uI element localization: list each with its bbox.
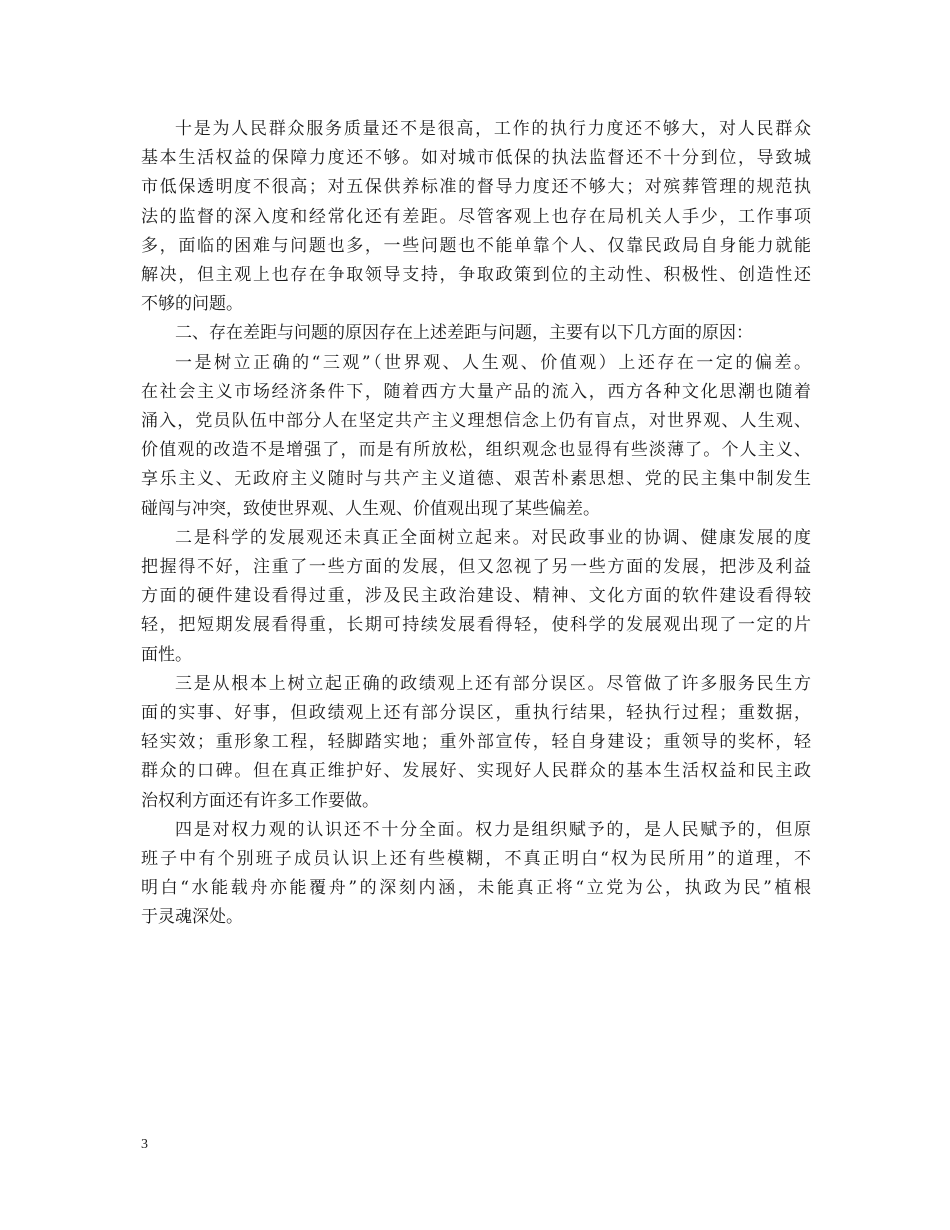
- text-line: 享乐主义、无政府主义随时与共产主义道德、艰苦朴素思想、党的民主集中制发生: [141, 469, 811, 490]
- text-line: 群众的口碑。但在真正维护好、发展好、实现好人民群众的基本生活权益和民主政: [141, 761, 811, 782]
- text-line: 不够的问题。: [141, 294, 243, 315]
- text-line: 法的监督的深入度和经常化还有差距。尽管客观上也存在局机关人手少，工作事项: [141, 206, 811, 227]
- text-line: 在社会主义市场经济条件下，随着西方大量产品的流入，西方各种文化思潮也随着: [141, 381, 811, 402]
- paragraph-service-quality: [141, 115, 811, 319]
- text-line: 轻实效；重形象工程，轻脚踏实地；重外部宣传，轻自身建设；重领导的奖杯，轻: [141, 732, 811, 753]
- text-line: 涌入，党员队伍中部分人在坚定共产主义理想信念上仍有盲点，对世界观、人生观、: [141, 411, 811, 432]
- text-line: 十是为人民群众服务质量还不是很高，工作的执行力度还不够大，对人民群众: [175, 119, 811, 139]
- page-number: 3: [141, 1137, 148, 1152]
- text-line: 基本生活权益的保障力度还不够。如对城市低保的执法监督还不十分到位，导致城: [141, 148, 811, 169]
- text-line: 四是对权力观的认识还不十分全面。权力是组织赋予的，是人民赋予的，但原: [175, 819, 811, 840]
- text-line: 市低保透明度不很高；对五保供养标准的督导力度还不够大；对殡葬管理的规范执: [141, 177, 811, 198]
- text-line: 班子中有个别班子成员认识上还有些模糊，不真正明白“权为民所用”的道理，不: [141, 849, 811, 870]
- text-line: 面性。: [141, 644, 192, 665]
- text-line: 方面的硬件建设看得过重，涉及民主政治建设、精神、文化方面的软件建设看得较: [141, 586, 811, 607]
- text-line: 面的实事、好事，但政绩观上还有部分误区，重执行结果，轻执行过程；重数据，: [141, 703, 811, 724]
- text-line: 价值观的改造不是增强了，而是有所放松，组织观念也显得有些淡薄了。个人主义、: [141, 440, 811, 461]
- text-line: 明白“水能载舟亦能覆舟”的深刻内涵，未能真正将“立党为公，执政为民”植根: [141, 878, 811, 899]
- text-line: 多，面临的困难与问题也多，一些问题也不能单靠个人、仅靠民政局自身能力就能: [141, 235, 811, 256]
- paragraph-performance-view: [141, 670, 811, 816]
- text-line: 治权利方面还有许多工作要做。: [141, 790, 379, 811]
- document-body: [141, 115, 811, 933]
- text-line: 轻，把短期发展看得重，长期可持续发展看得轻，使科学的发展观出现了一定的片: [141, 615, 811, 636]
- section-heading-causes: [141, 319, 811, 348]
- paragraph-three-views: [141, 349, 811, 524]
- text-line: 碰闯与冲突，致使世界观、人生观、价值观出现了某些偏差。: [141, 498, 600, 519]
- text-line: 二是科学的发展观还未真正全面树立起来。对民政事业的协调、健康发展的度: [175, 527, 811, 548]
- text-line: 把握得不好，注重了一些方面的发展，但又忽视了另一些方面的发展，把涉及利益: [141, 557, 811, 578]
- paragraph-power-view: [141, 816, 811, 933]
- text-line: 于灵魂深处。: [141, 907, 243, 928]
- text-line: 二、存在差距与问题的原因存在上述差距与问题，主要有以下几方面的原因：: [175, 323, 753, 344]
- paragraph-development-view: [141, 524, 811, 670]
- text-line: 一是树立正确的“三观”（世界观、人生观、价值观）上还存在一定的偏差。: [175, 352, 811, 373]
- text-line: 三是从根本上树立起正确的政绩观上还有部分误区。尽管做了许多服务民生方: [175, 673, 811, 694]
- text-line: 解决，但主观上也存在争取领导支持，争取政策到位的主动性、积极性、创造性还: [141, 265, 811, 286]
